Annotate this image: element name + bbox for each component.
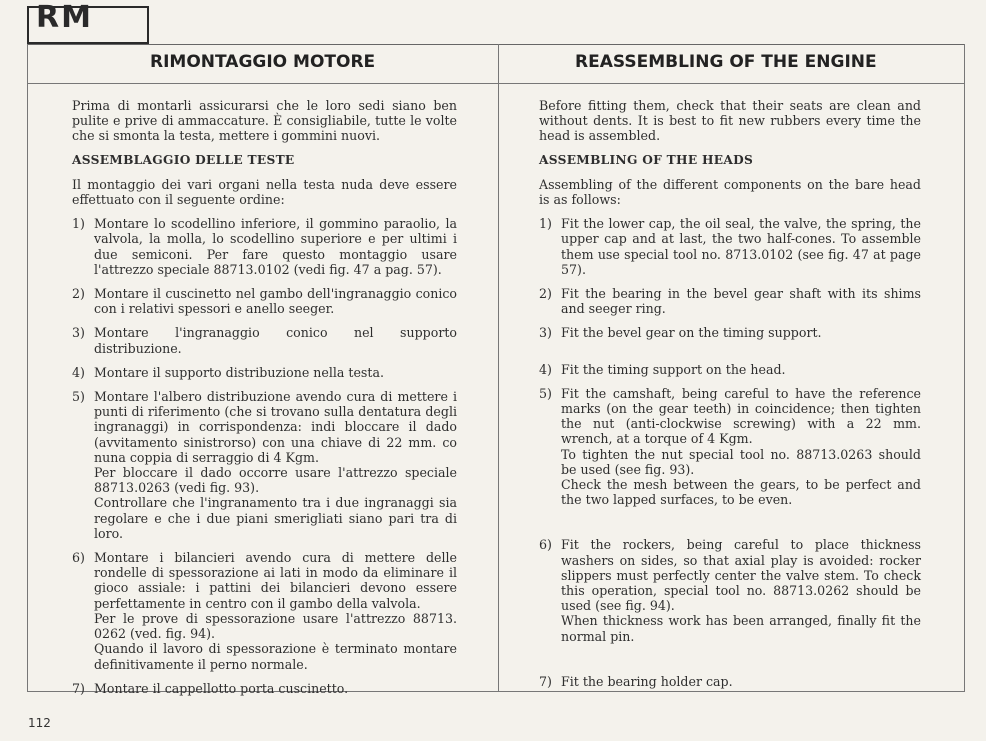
italian-intro: Prima di montarli assicurarsi che le loro sedi siano ben pulite e prive di ammaccature. È consigliabile, tutte le volte che si smonta la testa, mettere i gommini nuovi. <box>72 98 457 144</box>
english-step-2 <box>539 286 921 316</box>
english-step-1 <box>539 216 921 277</box>
step-text: Fit the bevel gear on the timing support. <box>561 325 822 341</box>
step-number: 2) <box>539 286 552 302</box>
step-text: Fit the bearing in the bevel gear shaft with its shims and seeger ring. <box>561 286 921 317</box>
step-number: 4) <box>72 364 85 380</box>
english-title: REASSEMBLING OF THE ENGINE <box>575 52 877 72</box>
step-text: Montare l'ingranaggio conico nel supporto distribuzione. <box>94 325 457 356</box>
heading-rule <box>27 83 965 84</box>
english-lead: Assembling of the different components on the bare head is as follows: <box>539 176 921 208</box>
step-text: Montare il cuscinetto nel gambo dell'ingranaggio conico con i relativi spessori e anello seeger. <box>94 286 457 317</box>
english-intro: Before fitting them, check that their seats are clean and without dents. It is best to fit new rubbers every time the head is assembled. <box>539 98 921 144</box>
step-number: 7) <box>72 680 85 696</box>
step-text: Montare il supporto distribuzione nella testa. <box>94 364 384 380</box>
step-number: 3) <box>72 325 85 341</box>
english-subheading: ASSEMBLING OF THE HEADS <box>539 152 754 167</box>
step-text-extra: Per bloccare il dado occorre usare l'attrezzo speciale 88713.0263 (vedi fig. 93). <box>94 465 457 496</box>
english-column <box>539 98 921 698</box>
step-number: 5) <box>72 389 85 405</box>
step-text: Montare lo scodellino inferiore, il gommino paraolio, la valvola, la molla, lo scodellino superiore e per ultimi i due semiconi. Per fare questo montaggio usare l'attrezzo speciale 88713.0102 (vedi fig. 47 a pag. 57). <box>94 216 457 277</box>
step-number: 2) <box>72 286 85 302</box>
step-text: Montare il cappellotto porta cuscinetto. <box>94 680 349 696</box>
italian-step-6 <box>72 550 457 672</box>
italian-step-7 <box>72 681 457 696</box>
english-step-5 <box>539 386 921 508</box>
italian-lead: Il montaggio dei vari organi nella testa nuda deve essere effettuato con il seguente ordine: <box>72 176 457 208</box>
italian-step-1 <box>72 216 457 277</box>
english-step-7 <box>539 674 921 689</box>
step-number: 7) <box>539 673 552 689</box>
step-text-extra: Controllare che l'ingranamento tra i due ingranaggi sia regolare e che i due piani smerigliati siano pari tra di loro. <box>94 495 457 541</box>
step-text-extra: When thickness work has been arranged, finally fit the normal pin. <box>561 613 921 644</box>
step-text: Fit the bearing holder cap. <box>561 673 733 689</box>
column-divider <box>498 44 499 692</box>
english-step-3 <box>539 325 921 340</box>
step-number: 1) <box>539 216 552 232</box>
step-text: Fit the rockers, being careful to place thickness washers on sides, so that axial play is avoided: rocker slippers must perfectly center the valve stem. To check this operation, special tool no. 88713.0262 should be used (see fig. 94). <box>561 537 921 614</box>
step-text-extra: Quando il lavoro di spessorazione è terminato montare definitivamente il perno normale. <box>94 641 457 672</box>
italian-step-5 <box>72 389 457 541</box>
step-text-extra: Per le prove di spessorazione usare l'attrezzo 88713. 0262 (ved. fig. 94). <box>94 610 457 642</box>
italian-subheading: ASSEMBLAGGIO DELLE TESTE <box>72 152 295 167</box>
step-number: 6) <box>72 550 85 566</box>
italian-step-2 <box>72 286 457 316</box>
step-text: Fit the lower cap, the oil seal, the valve, the spring, the upper cap and at last, the two half-cones. To assemble them use special tool no. 8713.0102 (see fig. 47 at page 57). <box>561 216 921 277</box>
step-number: 3) <box>539 325 552 341</box>
step-text-extra: Check the mesh between the gears, to be perfect and the two lapped surfaces, to be even. <box>561 477 921 508</box>
italian-column <box>72 98 457 705</box>
step-text: Fit the camshaft, being careful to have the reference marks (on the gear teeth) in coincidence; then tighten the nut (anti-clockwise screwing) with a 22 mm. wrench, at a torque of 4 Kgm. <box>561 385 921 447</box>
step-text: Montare i bilancieri avendo cura di mettere delle rondelle di spessorazione ai lati in modo da eliminare il gioco assiale: i pattini dei bilancieri devono essere perfettamente in centro con il gambo della valvola. <box>94 550 457 611</box>
step-number: 4) <box>539 361 552 377</box>
italian-title: RIMONTAGGIO MOTORE <box>150 52 376 72</box>
step-number: 5) <box>539 385 552 401</box>
page-number: 112 <box>28 716 51 730</box>
italian-step-3 <box>72 325 457 355</box>
step-text-extra: To tighten the nut special tool no. 88713.0263 should be used (see fig. 93). <box>561 446 921 477</box>
english-step-4 <box>539 362 921 377</box>
step-number: 6) <box>539 537 552 553</box>
section-badge-label: RM <box>36 0 93 35</box>
step-number: 1) <box>72 216 85 232</box>
step-text: Montare l'albero distribuzione avendo cura di mettere i punti di riferimento (che si trovano sulla dentatura degli ingranaggi) in corrispondenza: indi bloccare il dado (avvitamento sinistrorso) con una chiave di 22 mm. co nuna coppia di serraggio di 4 Kgm. <box>94 389 457 465</box>
step-text: Fit the timing support on the head. <box>561 361 786 377</box>
english-step-6 <box>539 537 921 643</box>
italian-step-4 <box>72 365 457 380</box>
